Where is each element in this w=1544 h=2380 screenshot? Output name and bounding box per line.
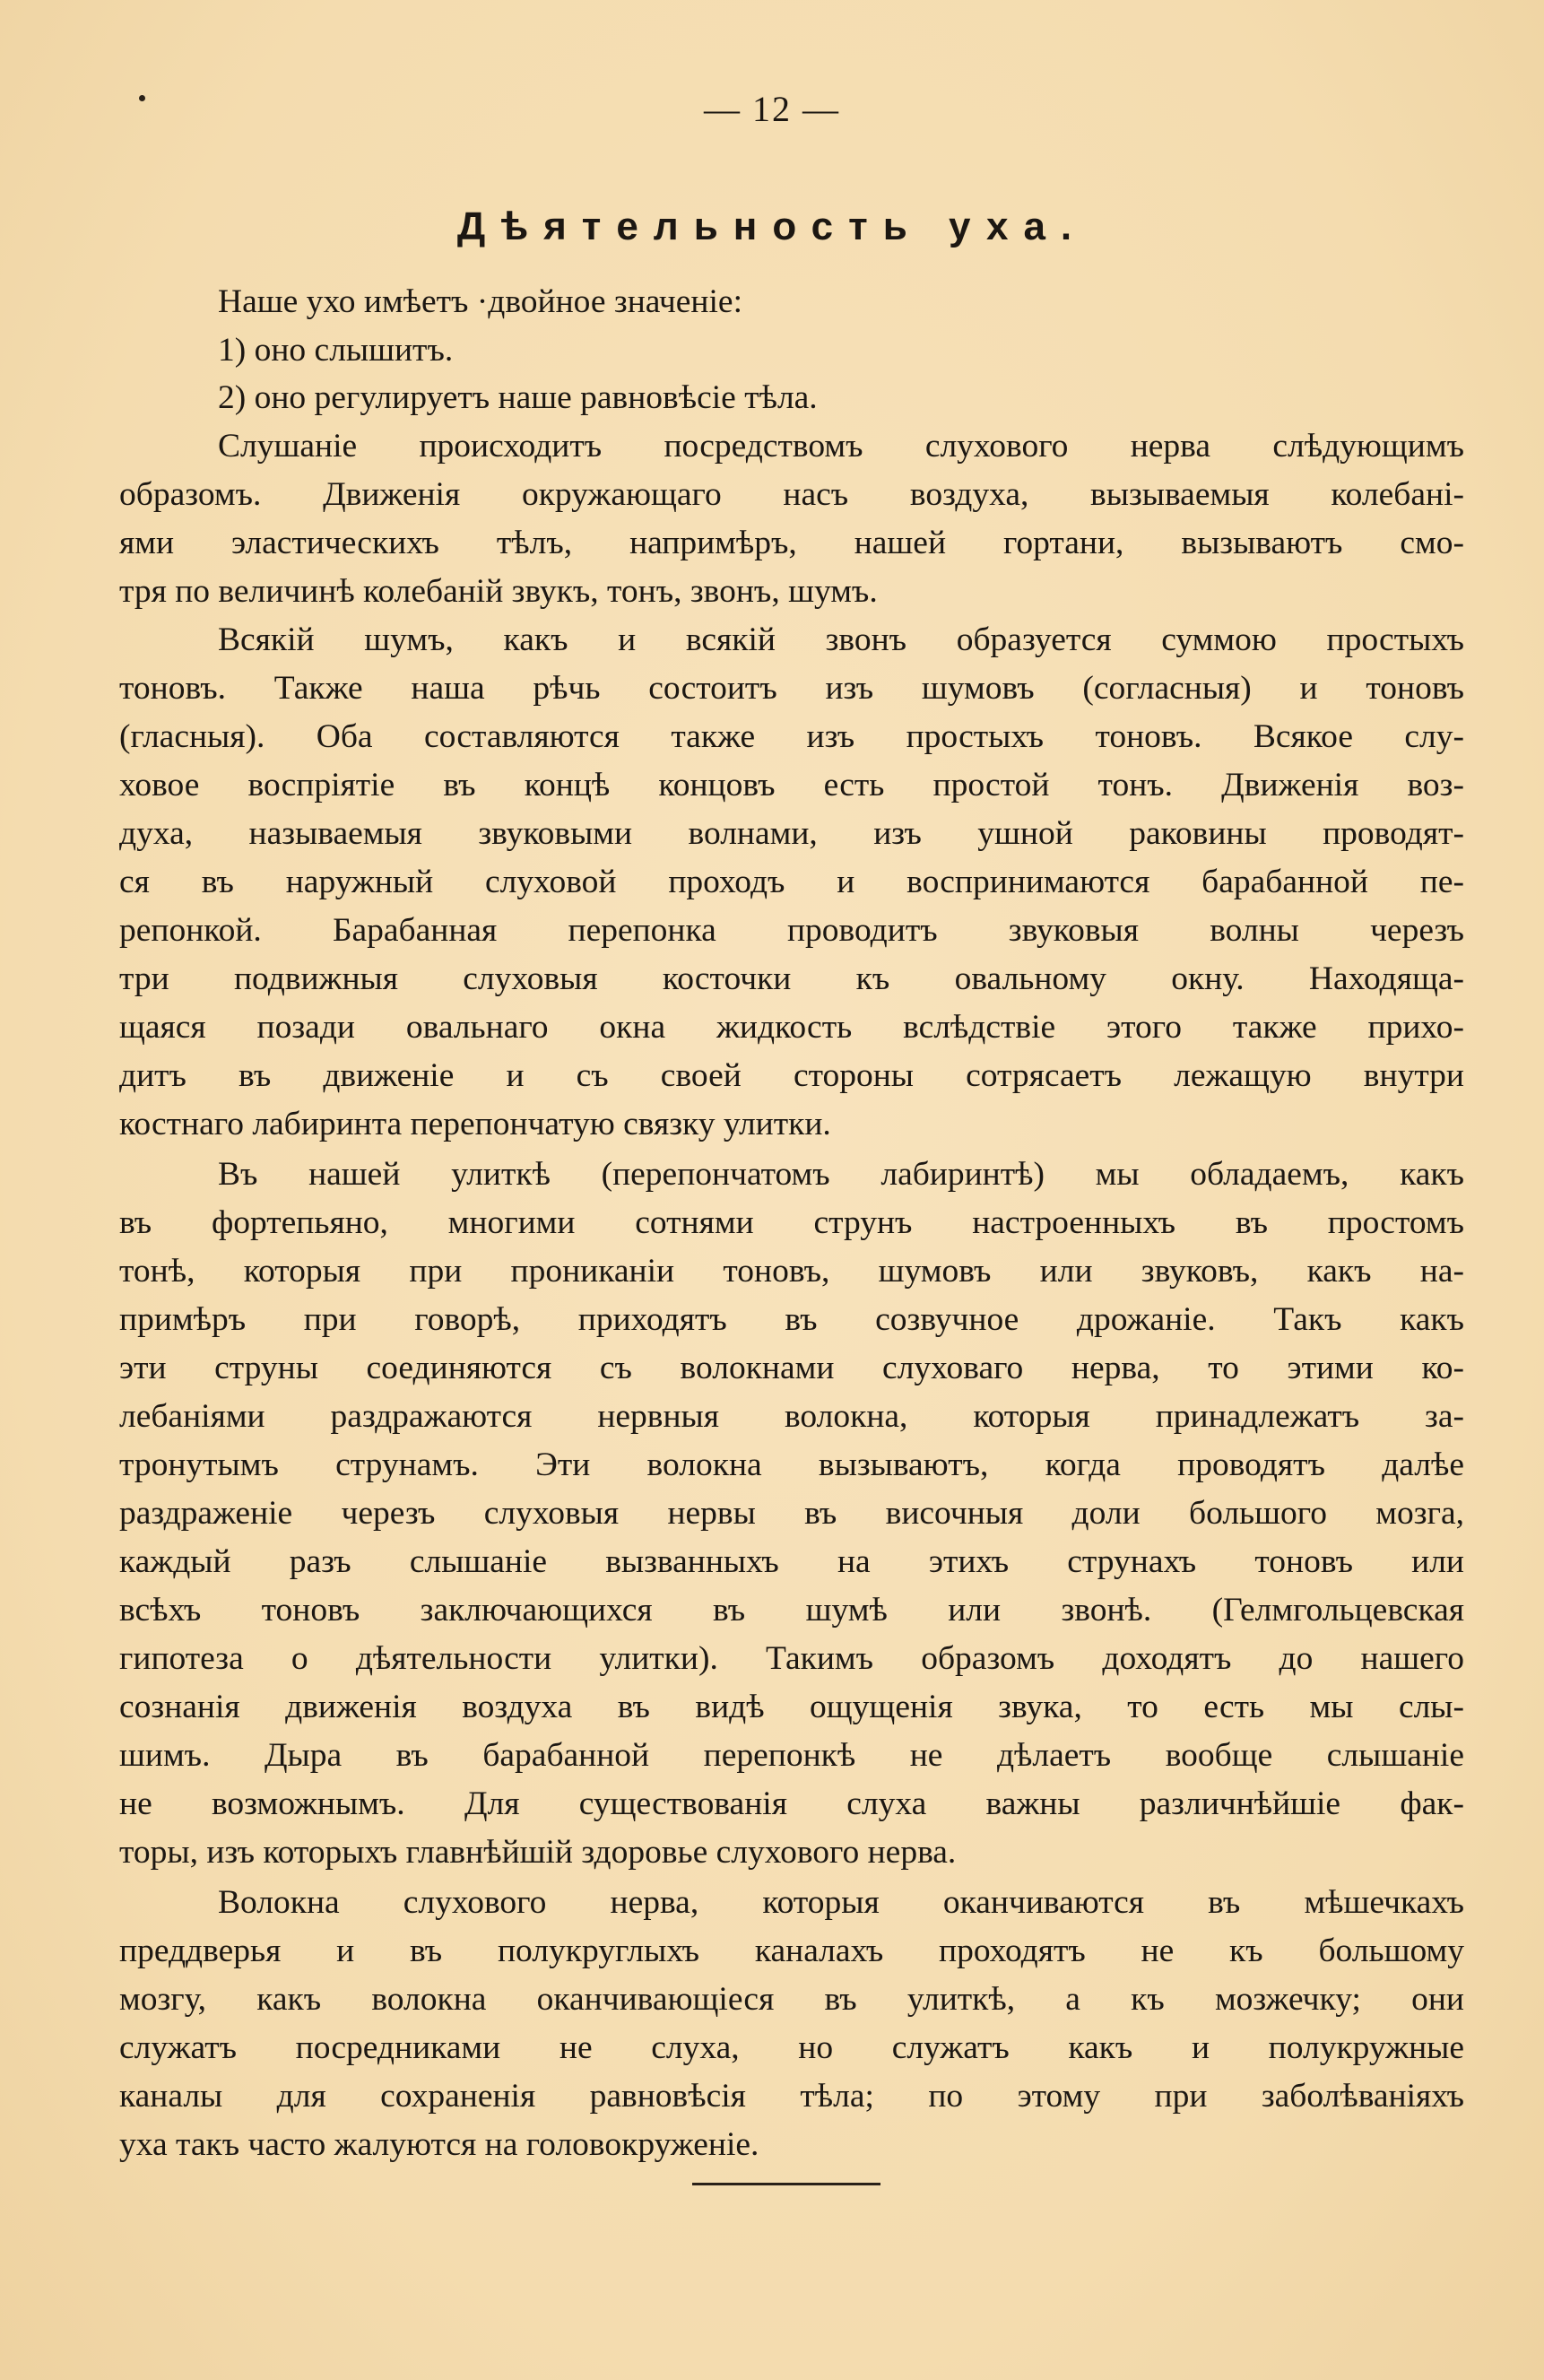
text-line: тря по величинѣ колебанiй звукъ, тонъ, звонъ, шумъ. [119, 573, 878, 610]
text-line: три подвижныя слуховыя косточки къ овальному окну. Находяща- [119, 960, 1464, 997]
text-line: въ фортепьяно, многими сотнями струнъ настроенныхъ въ простомъ [119, 1204, 1464, 1241]
text-line: эти струны соединяются съ волокнами слуховаго нерва, то этими ко- [119, 1350, 1464, 1386]
text-line: всѣхъ тоновъ заключающихся въ шумѣ или звонѣ. (Гелмгольцевская [119, 1592, 1464, 1629]
text-line: ями эластическихъ тѣлъ, напримѣръ, нашей гортани, вызываютъ смо- [119, 525, 1464, 561]
text-line: Въ нашей улиткѣ (перепончатомъ лабиринтѣ) мы обладаемъ, какъ [218, 1156, 1464, 1193]
text-line: раздраженiе черезъ слуховыя нервы въ височныя доли большого мозга, [119, 1495, 1464, 1532]
text-line: Волокна слухового нерва, которыя оканчиваются въ мѣшечкахъ [218, 1884, 1464, 1921]
list-item: 2) оно регулируетъ наше равновѣсiе тѣла. [218, 379, 818, 416]
text-line: не возможнымъ. Для существованiя слуха важны различнѣйшiе фак- [119, 1785, 1464, 1822]
text-line: торы, изъ которыхъ главнѣйшiй здоровье слухового нерва. [119, 1834, 957, 1871]
end-rule [692, 2183, 880, 2185]
text-line: духа, называемыя звуковыми волнами, изъ ушной раковины проводят- [119, 815, 1464, 852]
text-line: тонѣ, которыя при прониканiи тоновъ, шумовъ или звуковъ, какъ на- [119, 1253, 1464, 1290]
text-line: костнаго лабиринта перепончатую связку улитки. [119, 1106, 831, 1142]
text-line: тоновъ. Также наша рѣчь состоитъ изъ шумовъ (согласныя) и тоновъ [119, 670, 1464, 707]
text-line: ховое воспрiятiе въ концѣ концовъ есть простой тонъ. Движенiя воз- [119, 767, 1464, 803]
text-line: лебанiями раздражаются нервныя волокна, которыя принадлежатъ за- [119, 1398, 1464, 1435]
list-item: 1) оно слышитъ. [218, 332, 454, 369]
text-line: шимъ. Дыра въ барабанной перепонкѣ не дѣлаетъ вообще слышанiе [119, 1737, 1464, 1774]
text-line: преддверья и въ полукруглыхъ каналахъ проходятъ не къ большому [119, 1933, 1464, 1969]
text-line: щаяся позади овальнаго окна жидкость вслѣдствiе этого также прихо- [119, 1009, 1464, 1046]
text-line: Всякiй шумъ, какъ и всякiй звонъ образуется суммою простыхъ [218, 621, 1464, 658]
text-line: Слушанiе происходитъ посредствомъ слухового нерва слѣдующимъ [218, 428, 1464, 465]
text-line: тронутымъ струнамъ. Эти волокна вызываютъ, когда проводятъ далѣе [119, 1446, 1464, 1483]
text-line: ся въ наружный слуховой проходъ и воспринимаются барабанной пе- [119, 864, 1464, 900]
text-line: каждый разъ слышанiе вызванныхъ на этихъ струнахъ тоновъ или [119, 1543, 1464, 1580]
text-line: образомъ. Движенiя окружающаго насъ воздуха, вызываемыя колебанi- [119, 476, 1464, 513]
text-line: (гласныя). Оба составляются также изъ простыхъ тоновъ. Всякое слу- [119, 718, 1464, 755]
text-line: примѣръ при говорѣ, приходятъ въ созвучное дрожанiе. Такъ какъ [119, 1301, 1464, 1338]
text-line: дитъ въ движенiе и съ своей стороны сотрясаетъ лежащую внутри [119, 1057, 1464, 1094]
text-line: служатъ посредниками не слуха, но служатъ какъ и полукружные [119, 2029, 1464, 2066]
text-line: репонкой. Барабанная перепонка проводитъ звуковыя волны черезъ [119, 912, 1464, 949]
text-line: уха такъ часто жалуются на головокруженiе. [119, 2126, 759, 2163]
section-title: Дѣятельность уха. [456, 204, 1088, 248]
text-line: сознанiя движенiя воздуха въ видѣ ощущенiя звука, то есть мы слы- [119, 1689, 1464, 1725]
page-number: — 12 — [704, 89, 840, 129]
text-line: гипотеза о дѣятельности улитки). Такимъ образомъ доходятъ до нашего [119, 1640, 1464, 1677]
text-line: мозгу, какъ волокна оканчивающiеся въ улиткѣ, а къ мозжечку; они [119, 1981, 1464, 2018]
text-line: каналы для сохраненiя равновѣсiя тѣла; по этому при заболѣванiяхъ [119, 2078, 1464, 2115]
text-line: Наше ухо имѣетъ ·двойное значенiе: [218, 283, 742, 320]
